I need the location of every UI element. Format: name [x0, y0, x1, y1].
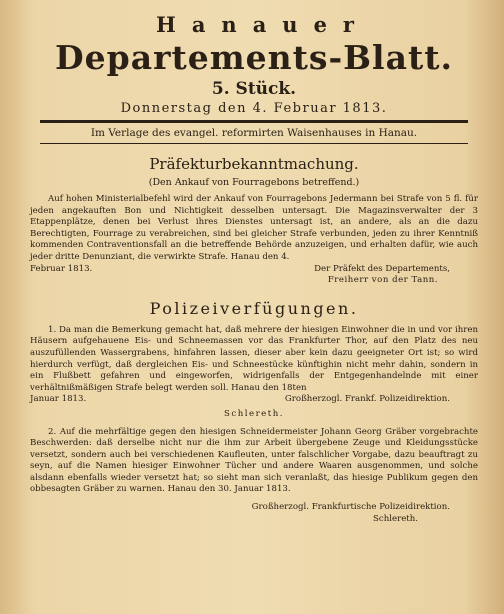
prefecture-body: Auf hohen Ministerialbefehl wird der Ankauf von Fourragebons Jedermann bei Strafe von 5 fl. für jeden angekauften Bon und Nichtigkeit desselben untersagt. Die Magazinsverwalter der 3 Etappenplätze, denen bei Verlust ihres Dienstes untersagt ist, an andere, als an die dazu Berechtigten, Fourrage zu verabreichen, sind bei gleicher Strafe verbunden, jeden zu ihrer Kenntniß kommenden Contraventionsfall an die betreffende Behörde anzuzeigen, und erhalten dafür, wie auch jeder dritte Denunziant, die verwirkte Strafe. Hanau den 4.	[30, 194, 478, 262]
prefecture-heading: Präfekturbekanntmachung.	[149, 155, 359, 173]
publisher-line: Im Verlage des evangel. reformirten Waisenhauses in Hanau.	[90, 127, 418, 139]
masthead-title: Departements-Blatt.	[55, 38, 453, 77]
masthead-kicker: Hanauer	[155, 12, 371, 37]
masthead-rule	[40, 120, 468, 123]
police-item-1-signer: Schlereth.	[224, 408, 284, 419]
police-item-1	[30, 325, 478, 421]
police-item-2-text: 2. Auf die mehrfältige gegen den hiesigen Schneidermeister Johann Georg Gräber vorgebrachte Beschwerden: daß derselbe nicht nur die ihm zur Arbeit übergebene Zeuge und Kleidungsstücke versetzt, sondern auch bei verschiedenen Kaufleuten, unter falschlicher Vorgabe, dazu beauftragt zu seyn, auf die Namen hiesiger Einwohner Tücher und andere Waaren ausgenommen, und solche alsdann ebenfalls wieder versetzt hat; so sieht man sich veranlaßt, das hiesige Publikum gegen den obbesagten Gräber zu warnen. Hanau den 30. Januar 1813.	[30, 426, 478, 495]
prefecture-signer-title: Der Präfekt des Departements,	[314, 263, 450, 274]
prefecture-signer-name: Freiherr von der Tann.	[327, 275, 438, 286]
publisher-rule	[40, 143, 468, 144]
police-item-2	[30, 427, 478, 526]
police-heading: Polizeiverfügungen.	[149, 298, 359, 318]
police-item-1-date: Januar 1813.	[30, 394, 87, 405]
police-item-2-signer: Schlereth.	[373, 513, 418, 524]
police-item-1-signature-line	[30, 394, 478, 406]
police-item-1-authority: Großherzogl. Frankf. Polizeidirektion.	[284, 394, 450, 405]
issue-number: 5. Stück.	[211, 79, 297, 99]
issue-date: Donnerstag den 4. Februar 1813.	[120, 101, 388, 116]
police-item-1-text: 1. Da man die Bemerkung gemacht hat, daß mehrere der hiesigen Einwohner die in und vor ihren Häusern aufgehauene Eis- und Schneemassen vor das Frankfurter Thor, auf den Platz des neu auszufüllenden Wassergrabens, hinfahren lassen, dieser aber kein dazu geeigneter Ort ist; so wird hierdurch verfügt, daß dergleichen Eis- und Schneestücke künftighin nicht mehr dahin, sondern in ein Flußbett gefahren und eingeworfen, widrigenfalls der Entgegenhandelnde mit einer verhältnißmäßigen Strafe belegt werden soll. Hanau den 18ten	[30, 324, 478, 393]
police-item-2-authority: Großherzogl. Frankfurtische Polizeidirektion.	[251, 502, 450, 513]
prefecture-subheading: (Den Ankauf von Fourragebons betreffend.)	[148, 177, 360, 188]
prefecture-date: Februar 1813.	[30, 263, 93, 274]
prefecture-signature-line	[30, 264, 478, 276]
